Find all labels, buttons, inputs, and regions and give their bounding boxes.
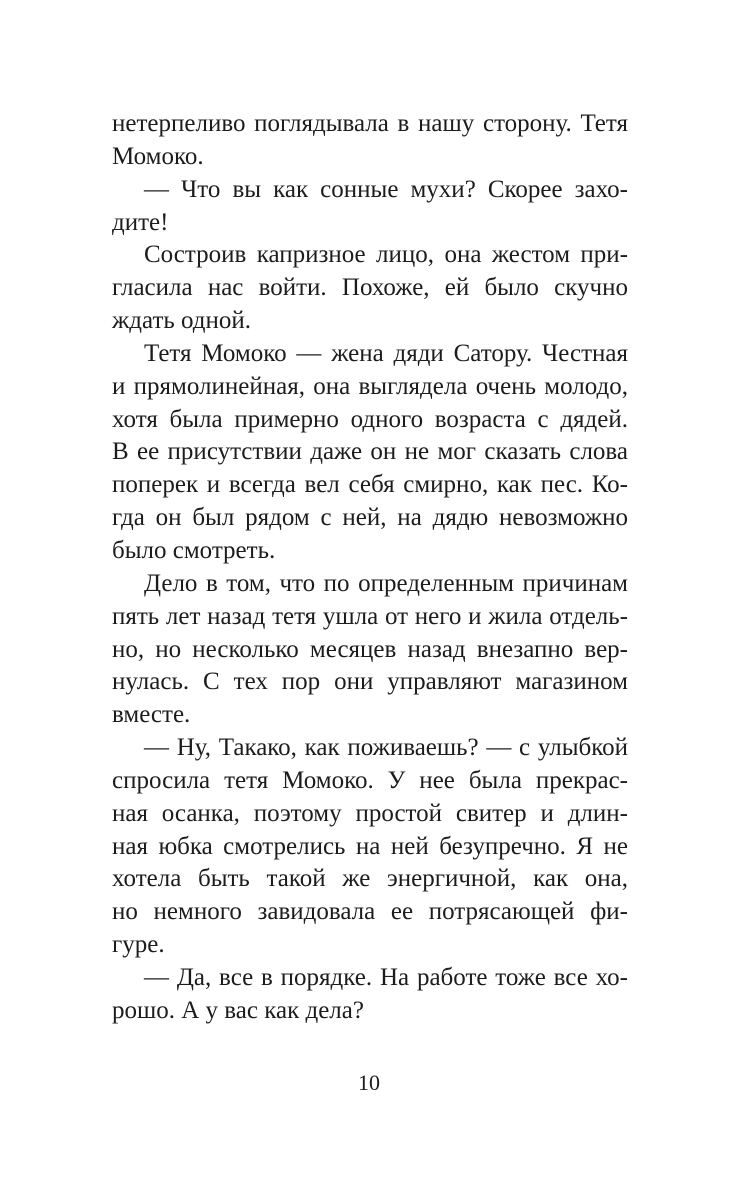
text-line: но, но несколько месяцев назад внезапно вер- — [112, 635, 628, 663]
text-line: ная осанка, поэтому простой свитер и длин- — [112, 799, 628, 827]
text-line: — Ну, Такако, как поживаешь? — с улыбкой — [144, 734, 628, 762]
text-line: — Да, все в порядке. На работе тоже все хо- — [144, 963, 628, 991]
body-text — [112, 108, 628, 1028]
text-line: нулась. С тех пор они управляют магазином — [112, 668, 628, 696]
text-line: Момоко. — [112, 142, 204, 170]
text-line: гда он был рядом с ней, на дядю невозможно — [112, 504, 628, 532]
text-line: но немного завидовала ее потрясающей фи- — [112, 898, 628, 926]
text-line: ждать одной. — [112, 307, 252, 335]
text-line: — Что вы как сонные мухи? Скорее захо- — [144, 175, 628, 203]
text-line: пять лет назад тетя ушла от него и жила отдель- — [112, 602, 628, 630]
text-line: было смотреть. — [112, 536, 276, 564]
text-line: гуре. — [112, 931, 165, 959]
text-line: дите! — [112, 208, 169, 236]
text-line: вместе. — [112, 701, 191, 729]
text-line: ная юбка смотрелись на ней безупречно. Я не — [112, 832, 628, 860]
page-number: 10 — [358, 1070, 380, 1095]
text-line: спросила тетя Момоко. У нее была прекрас- — [112, 766, 628, 794]
text-line: Тетя Момоко — жена дяди Сатору. Честная — [144, 339, 628, 367]
text-line: хотя была примерно одного возраста с дядей. — [112, 405, 628, 433]
text-line: рошо. А у вас как дела? — [112, 996, 364, 1024]
text-line: Состроив капризное лицо, она жестом при- — [144, 241, 628, 269]
text-line: хотела быть такой же энергичной, как она, — [112, 865, 628, 893]
text-line: Дело в том, что по определенным причинам — [144, 569, 628, 597]
text-line: и прямолинейная, она выглядела очень молодо, — [112, 372, 628, 400]
text-line: В ее присутствии даже он не мог сказать слова — [112, 438, 628, 466]
text-line: гласила нас войти. Похоже, ей было скучно — [112, 274, 628, 302]
text-line: нетерпеливо поглядывала в нашу сторону. Тетя — [112, 110, 628, 137]
text-line: поперек и всегда вел себя смирно, как пес. Ко- — [112, 471, 628, 499]
